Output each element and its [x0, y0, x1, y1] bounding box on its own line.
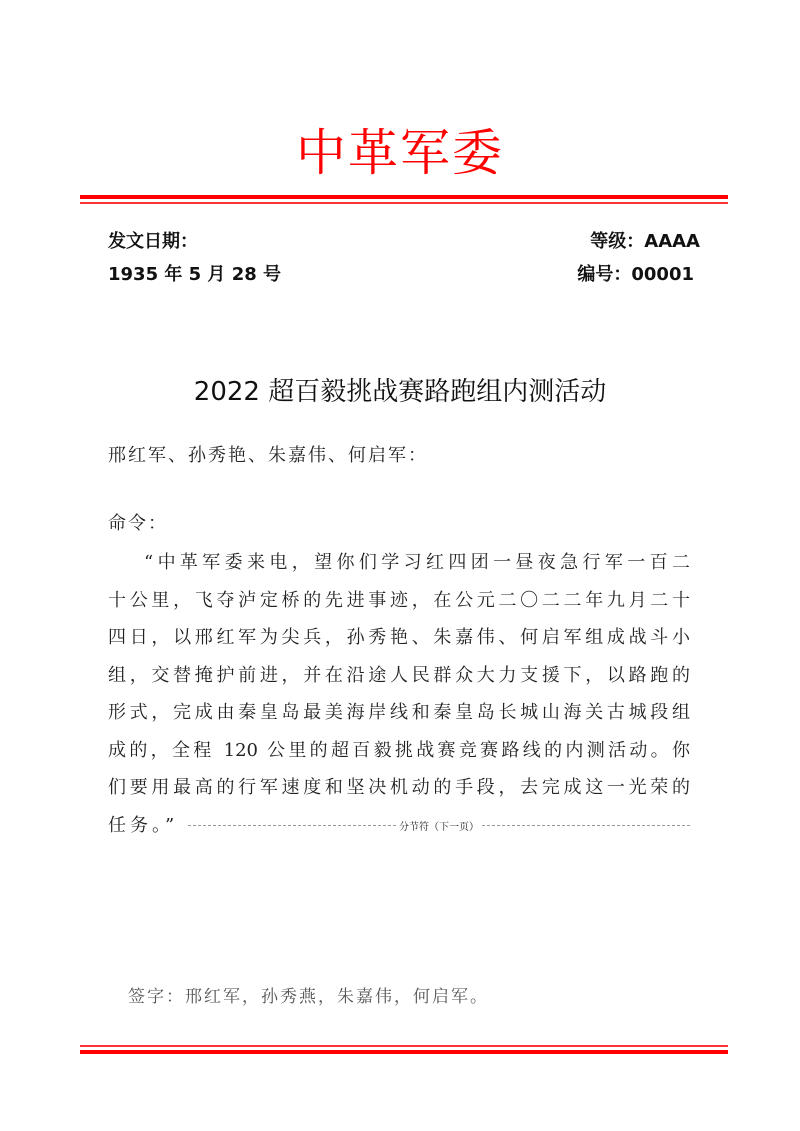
org-header: 中革军委 [296, 124, 504, 182]
document-title: 2022 超百毅挑战赛路跑组内测活动 [193, 377, 607, 407]
bottom-rule-thick [80, 1050, 728, 1054]
top-rule-thick [80, 195, 728, 199]
body-line: 成的，全程 120 公里的超百毅挑战赛竞赛路线的内测活动。你 [108, 740, 690, 761]
section-break-label: 分节符（下一页） [399, 822, 479, 833]
body-line: 组，交替掩护前进，并在沿途人民群众大力支援下，以路跑的 [108, 665, 690, 686]
body-line: 任务。” [108, 815, 179, 836]
top-rule-thin [80, 202, 728, 204]
bottom-rule-thin [80, 1045, 728, 1047]
body-line: 形式，完成由秦皇岛最美海岸线和秦皇岛长城山海关古城段组 [108, 702, 690, 723]
level: 等级：AAAA [590, 231, 700, 252]
command-label: 命令： [108, 513, 168, 534]
body-line: “中革军委来电，望你们学习红四团一昼夜急行军一百二 [144, 552, 690, 573]
recipients: 邢红军、孙秀艳、朱嘉伟、何启军： [108, 445, 428, 466]
body-line: 四日，以邢红军为尖兵，孙秀艳、朱嘉伟、何启军组成战斗小 [108, 627, 690, 648]
body-line: 们要用最高的行军速度和坚决机动的手段，去完成这一光荣的 [108, 777, 690, 798]
body-line: 十公里，飞夺泸定桥的先进事迹，在公元二〇二二年九月二十 [108, 590, 690, 611]
doc-number: 编号：00001 [577, 264, 694, 285]
date-value: 1935 年 5 月 28 号 [108, 264, 282, 285]
section-break [188, 818, 690, 833]
signature: 签字：邢红军，孙秀燕，朱嘉伟，何启军。 [128, 987, 489, 1007]
date-label: 发文日期： [108, 231, 198, 252]
